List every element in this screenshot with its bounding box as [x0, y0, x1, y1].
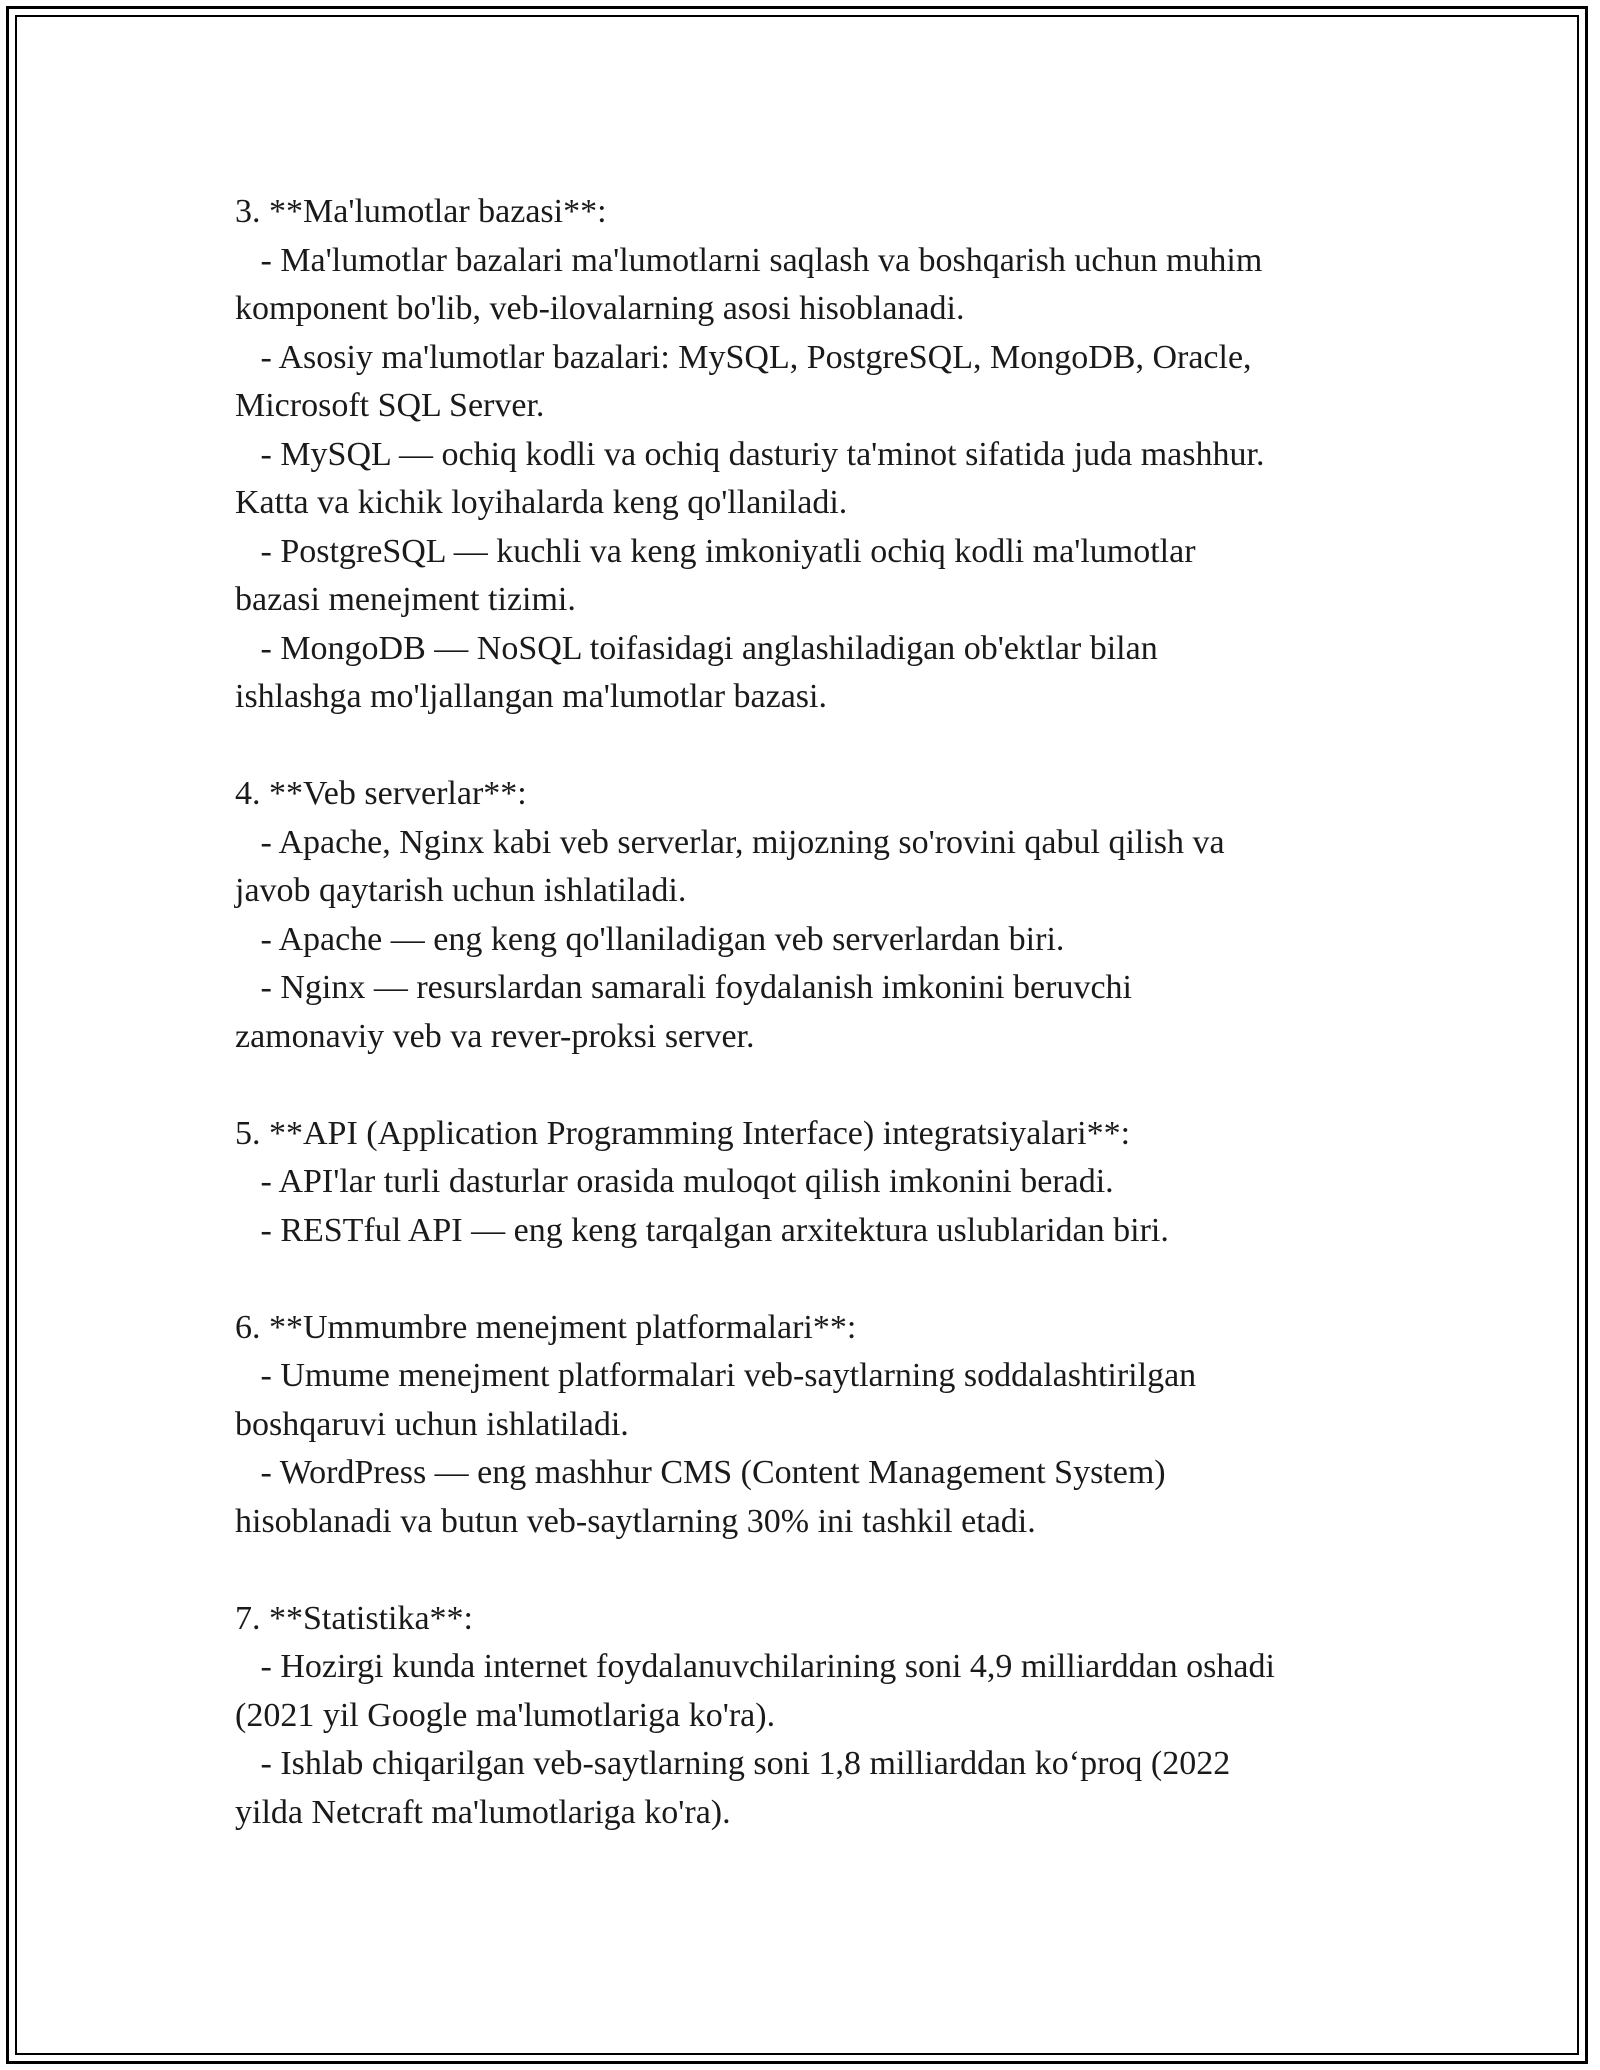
- section-heading: 7. **Statistika**:: [235, 1599, 473, 1637]
- section-cms: [235, 1304, 1385, 1547]
- text-line: - Apache — eng keng qo'llaniladigan veb serverlardan biri.: [235, 920, 1065, 958]
- text-line: - Asosiy ma'lumotlar bazalari: MySQL, PostgreSQL, MongoDB, Oracle,: [235, 338, 1252, 376]
- text-line: zamonaviy veb va rever-proksi server.: [235, 1017, 755, 1055]
- text-line: - Hozirgi kunda internet foydalanuvchilarining soni 4,9 milliarddan oshadi: [235, 1648, 1275, 1685]
- text-line: hisoblanadi va butun veb-saytlarning 30% ini tashkil etadi.: [235, 1502, 1036, 1540]
- section-heading: 6. **Ummumbre menejment platformalari**:: [235, 1308, 857, 1346]
- text-line: - WordPress — eng mashhur CMS (Content Management System): [235, 1454, 1166, 1491]
- text-line: - Umume menejment platformalari veb-saytlarning soddalashtirilgan: [235, 1357, 1197, 1394]
- text-line: - API'lar turli dasturlar orasida muloqot qilish imkonini beradi.: [235, 1163, 1114, 1200]
- text-line: javob qaytarish uchun ishlatiladi.: [235, 872, 687, 909]
- section-statistics: [235, 1595, 1385, 1838]
- section-databases: [235, 188, 1385, 722]
- text-line: - MySQL — ochiq kodli va ochiq dasturiy ta'minot sifatida juda mashhur.: [235, 435, 1265, 473]
- text-line: (2021 yil Google ma'lumotlariga ko'ra).: [235, 1696, 776, 1734]
- section-heading: 4. **Veb serverlar**:: [235, 775, 527, 812]
- section-web-servers: [235, 770, 1385, 1061]
- text-line: yilda Netcraft ma'lumotlariga ko'ra).: [235, 1793, 731, 1831]
- text-line: Katta va kichik loyihalarda keng qo'llaniladi.: [235, 484, 848, 521]
- text-line: - RESTful API — eng keng tarqalgan arxitektura uslublaridan biri.: [235, 1211, 1169, 1249]
- text-line: - Nginx — resurslardan samarali foydalanish imkonini beruvchi: [235, 969, 1132, 1006]
- text-line: - Ma'lumotlar bazalari ma'lumotlarni saqlash va boshqarish uchun muhim: [235, 241, 1263, 279]
- text-line: Microsoft SQL Server.: [235, 387, 545, 424]
- text-line: komponent bo'lib, veb-ilovalarning asosi hisoblanadi.: [235, 290, 965, 327]
- section-heading: 5. **API (Application Programming Interface) integratsiyalari**:: [235, 1114, 1131, 1152]
- text-line: - MongoDB — NoSQL toifasidagi anglashiladigan ob'ektlar bilan: [235, 629, 1158, 667]
- text-line: - PostgreSQL — kuchli va keng imkoniyatli ochiq kodli ma'lumotlar: [235, 532, 1196, 570]
- section-heading: 3. **Ma'lumotlar bazasi**:: [235, 193, 607, 230]
- document-body: [235, 188, 1385, 1886]
- text-line: boshqaruvi uchun ishlatiladi.: [235, 1405, 629, 1443]
- text-line: - Ishlab chiqarilgan veb-saytlarning soni 1,8 milliarddan koʻproq (2022: [235, 1745, 1231, 1782]
- text-line: bazasi menejment tizimi.: [235, 581, 576, 618]
- section-api: [235, 1110, 1385, 1256]
- text-line: ishlashga mo'ljallangan ma'lumotlar bazasi.: [235, 678, 827, 715]
- text-line: - Apache, Nginx kabi veb serverlar, mijozning so'rovini qabul qilish va: [235, 823, 1225, 861]
